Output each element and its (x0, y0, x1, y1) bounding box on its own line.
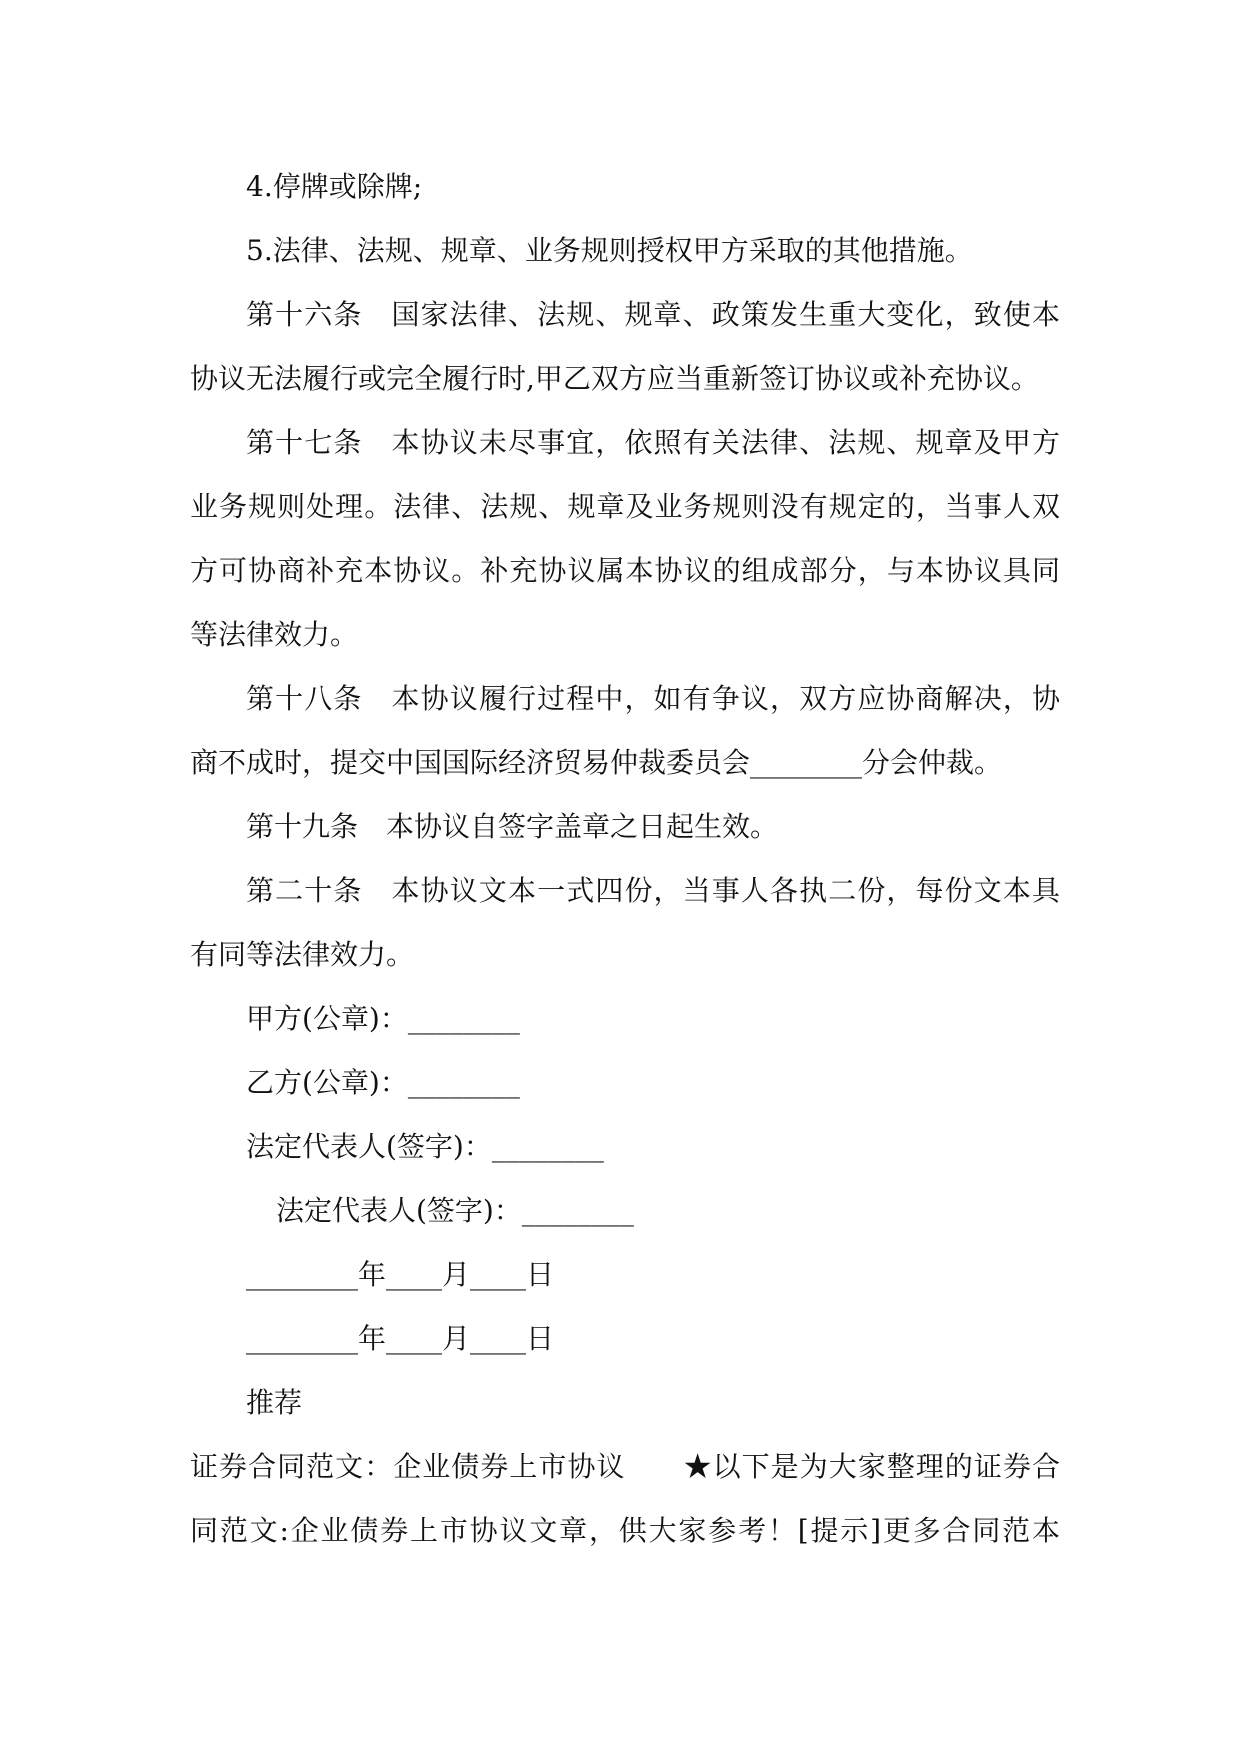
recommend-line-1: 证券合同范文：企业债券上市协议 ★以下是为大家整理的证券合 (190, 1450, 1060, 1483)
article-20-line-2: 有同等法律效力。 (190, 938, 415, 971)
date-line-b: ________年____月____日 (246, 1322, 555, 1355)
article-18-line-2: 商不成时，提交中国国际经济贸易仲裁委员会________分会仲裁。 (190, 746, 1003, 779)
clause-item-5: 5.法律、法规、规章、业务规则授权甲方采取的其他措施。 (246, 234, 973, 267)
recommend-line-2: 同范文:企业债券上市协议文章，供大家参考！[提示]更多合同范本 (190, 1514, 1060, 1547)
article-17-line-4: 等法律效力。 (190, 618, 359, 651)
article-16-line-1: 第十六条 国家法律、法规、规章、政策发生重大变化，致使本 (246, 298, 1060, 331)
party-b-seal: 乙方(公章)：________ (246, 1066, 520, 1099)
recommend-heading: 推荐 (246, 1386, 303, 1419)
article-20-line-1: 第二十条 本协议文本一式四份，当事人各执二份，每份文本具 (246, 874, 1060, 907)
legal-rep-signature-a: 法定代表人(签字)：________ (246, 1130, 604, 1163)
document-body (190, 155, 1060, 1563)
article-17-line-1: 第十七条 本协议未尽事宜，依照有关法律、法规、规章及甲方 (246, 426, 1060, 459)
article-19: 第十九条 本协议自签字盖章之日起生效。 (246, 810, 779, 843)
party-a-seal: 甲方(公章)：________ (246, 1002, 520, 1035)
legal-rep-signature-b: 法定代表人(签字)：________ (276, 1194, 634, 1227)
article-18-line-1: 第十八条 本协议履行过程中，如有争议，双方应协商解决，协 (246, 682, 1060, 715)
article-17-line-2: 业务规则处理。法律、法规、规章及业务规则没有规定的，当事人双 (190, 490, 1060, 523)
article-16-line-2: 协议无法履行或完全履行时,甲乙双方应当重新签订协议或补充协议。 (190, 362, 1039, 395)
article-17-line-3: 方可协商补充本协议。补充协议属本协议的组成部分，与本协议具同 (190, 554, 1060, 587)
date-line-a: ________年____月____日 (246, 1258, 555, 1291)
clause-item-4: 4.停牌或除牌; (246, 170, 423, 203)
